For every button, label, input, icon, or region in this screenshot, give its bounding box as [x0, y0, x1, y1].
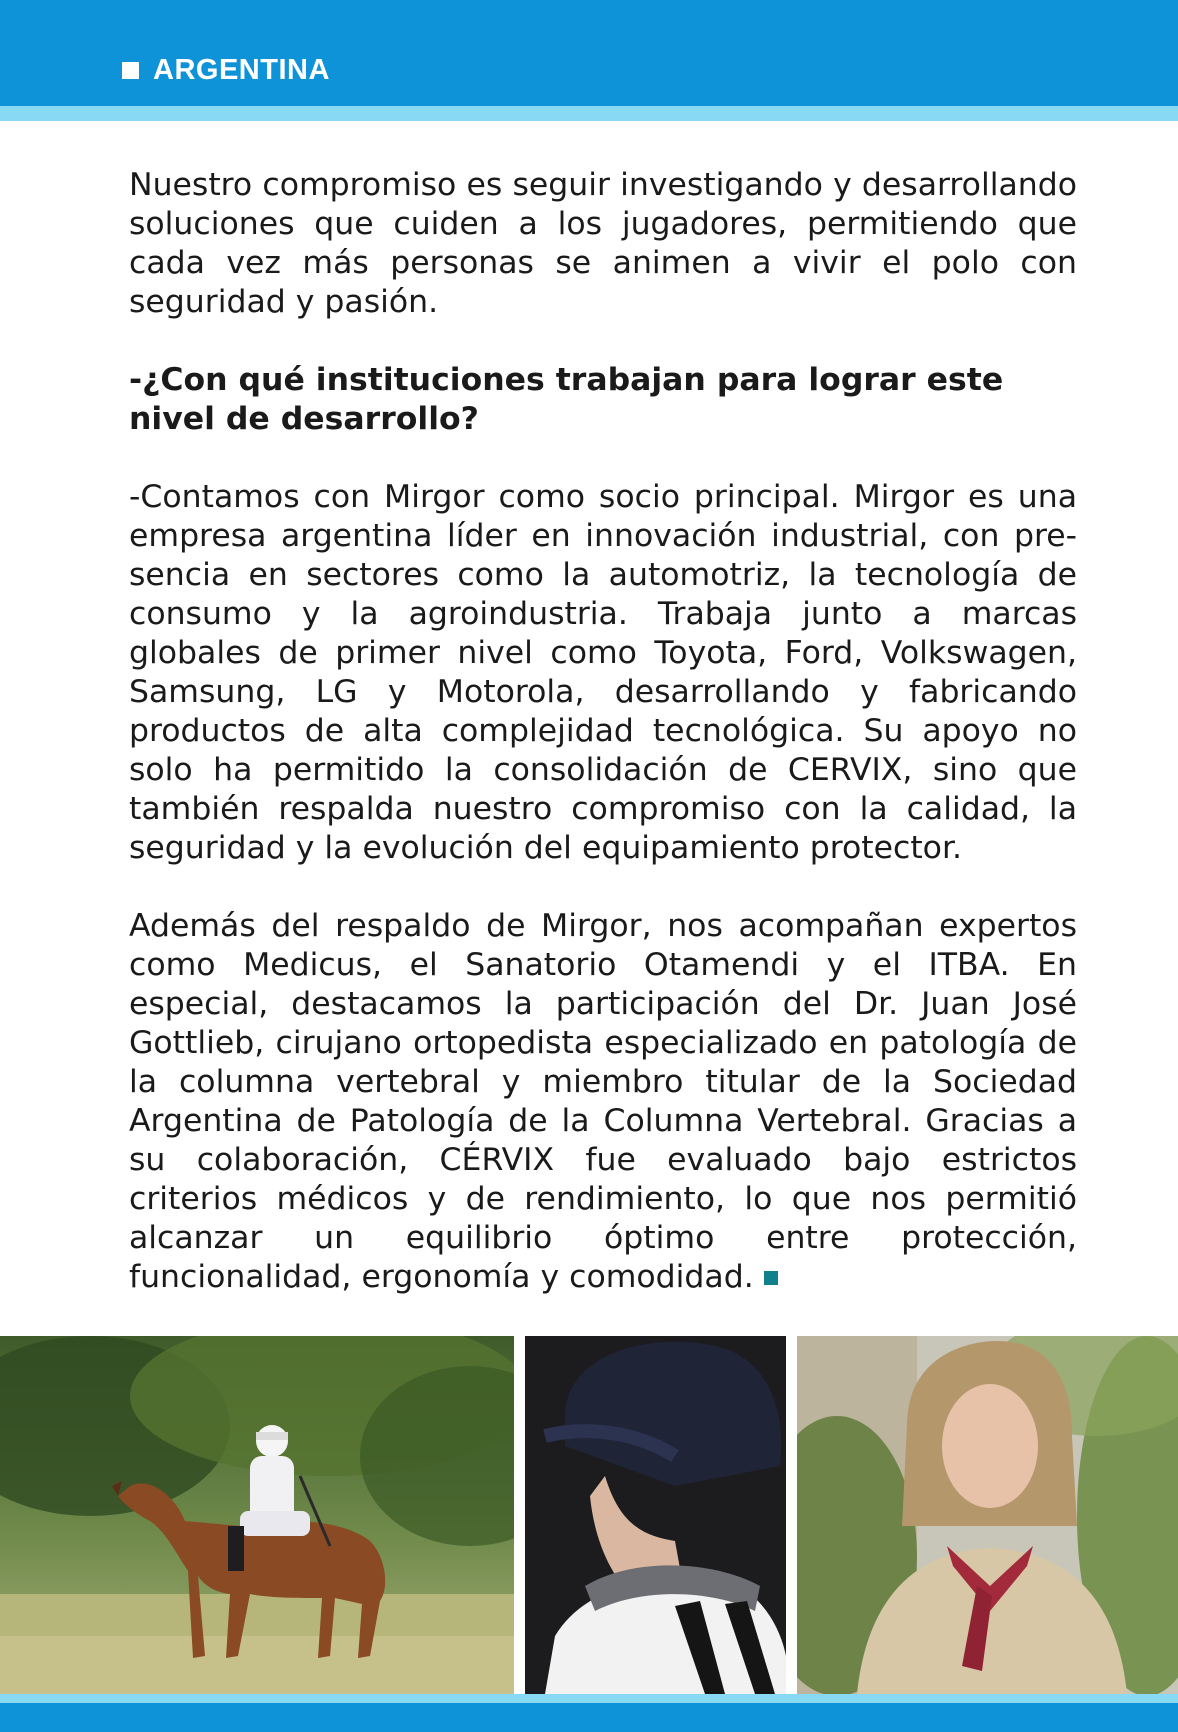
section-title: ARGENTINA	[153, 53, 330, 86]
footer-stripe	[0, 1694, 1178, 1703]
paragraph-3-text: Además del respaldo de Mirgor, nos acompañan expertos como Medicus, el Sanatorio Otamendi y el ITBA. En especial, destacamos la participación del Dr. Juan José Gottlieb, cirujano ortopedista especializado en patología de la columna vertebral y miembro titular de la Sociedad Argentina de Patología de la Columna Vertebral. Gracias a su colaboración, CÉRVIX fue evaluado bajo estrictos criterios médicos y de rendimiento, lo que nos permitió alcanzar un equilibrio óptimo entre protección, funcionalidad, ergonomía y comodidad.	[129, 908, 1077, 1295]
article-body	[129, 166, 1077, 1336]
photo-portrait	[797, 1336, 1178, 1694]
photo-strip	[0, 1336, 1178, 1694]
photo-helmet-protector	[525, 1336, 786, 1694]
header-stripe	[0, 106, 1178, 121]
interview-question: -¿Con qué instituciones trabajan para lograr este nivel de desarrollo?	[129, 362, 1004, 437]
section-label	[122, 50, 330, 90]
photo-polo-player	[0, 1336, 514, 1694]
helmet-protector-image	[525, 1336, 786, 1694]
portrait-image	[797, 1336, 1178, 1694]
paragraph-2: -Contamos con Mirgor como socio principal. Mirgor es una empresa argentina líder en innovación industrial, con presencia en sectores como la automotriz, la tecnología de consumo y la agroindustria. Trabaja junto a marcas globales de primer nivel como Toyota, Ford, Volkswagen, Samsung, LG y Motorola, desarrollando y fabricando productos de alta complejidad tecnológica. Su apoyo no solo ha permitido la consolidación de CERVIX, sino que también respalda nuestro compromiso con la calidad, la seguridad y la evolución del equipamiento protector.	[129, 479, 1077, 866]
paragraph-3	[129, 907, 1077, 1297]
paragraph-1: Nuestro compromiso es seguir investigando y desarrollando soluciones que cuiden a los jugadores, permitiendo que cada vez más personas se animen a vivir el polo con seguridad y pasión.	[129, 167, 1077, 320]
section-square-icon	[122, 62, 139, 79]
end-of-article-icon	[764, 1271, 778, 1285]
polo-player-image	[0, 1336, 514, 1694]
